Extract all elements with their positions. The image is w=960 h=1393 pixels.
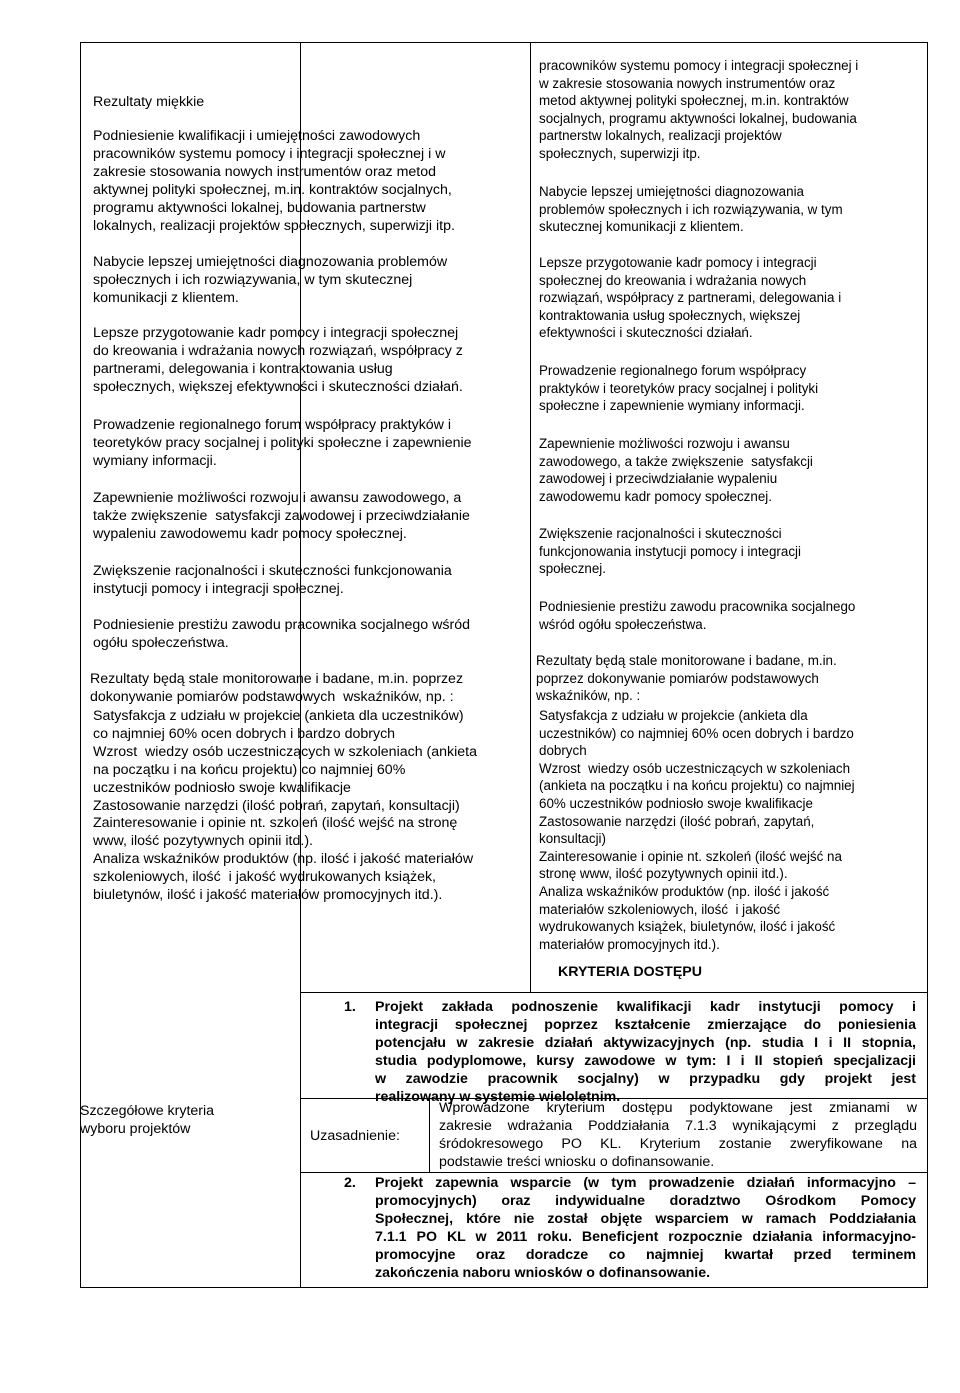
text-line: wypaleniu zawodowemu kadr pomocy społecznej.: [93, 525, 407, 542]
text-line: promocyjne oraz doradcze co najmniej kwartał przed terminem: [375, 1246, 916, 1263]
text-line: socjalnych, programu aktywności lokalnej, budowania: [539, 110, 857, 126]
text-line: zakresie stosowania nowych instrumentów oraz metod: [93, 163, 437, 180]
text-line: wyboru projektów: [80, 1120, 191, 1137]
text-line: Projekt zakłada podnoszenie kwalifikacji kadr instytucji pomocy i: [375, 999, 916, 1015]
text-line: w zakresie stosowania nowych instrumentów oraz: [539, 75, 836, 91]
text-line: Analiza wskaźników produktów (np. ilość i jakość materiałów: [93, 851, 474, 868]
text-line: wydrukowanych książek, biuletynów, ilość i jakość: [539, 919, 836, 935]
text-line: Podniesienie prestiżu zawodu pracownika socjalnego wśród: [93, 617, 470, 633]
text-line: Prowadzenie regionalnego forum współpracy praktyków i: [93, 417, 452, 433]
item2-number: 2.: [344, 1175, 356, 1191]
text-line: Zainteresowanie i opinie nt. szkoleń (ilość wejść na: [539, 848, 842, 864]
text-line: skutecznej komunikacji z klientem.: [539, 219, 744, 235]
text-line: studia podyplomowe, kursy zawodowe w tym: I i II stopień specjalizacji: [375, 1052, 916, 1069]
text-line: Zapewnienie możliwości rozwoju i awansu: [539, 436, 790, 451]
text-line: podstawie treści wniosku o dofinansowanie.: [439, 1153, 715, 1170]
text-line: pracowników systemu pomocy i integracji społecznej i w: [93, 145, 446, 162]
text-line: www, ilość pozytywnych opinii itd.).: [93, 833, 313, 850]
text-line: wymiany informacji.: [93, 452, 217, 469]
text-line: biuletynów, ilość i jakość materiałów promocyjnych itd.).: [93, 887, 443, 903]
text-line: uczestników) co najmniej 60% ocen dobrych i bardzo: [539, 725, 854, 741]
text-line: metod aktywnej polityki społecznej, m.in. kontraktów: [539, 93, 849, 109]
text-line: Rezultaty będą stale monitorowane i badane, m.in. poprzez: [90, 671, 464, 687]
text-line: aktywnej polityki społecznej, m.in. kontraktów socjalnych,: [93, 181, 452, 198]
text-line: komunikacji z klientem.: [93, 289, 239, 306]
text-line: śródokresowego PO KL. Kryterium zostanie zweryfikowane na: [439, 1135, 917, 1152]
text-line: na początku i na końcu projektu) co najmniej 60%: [93, 761, 406, 778]
text-line: Wzrost wiedzy osób uczestniczących w szkoleniach (ankieta: [93, 743, 478, 760]
text-line: społecznej do kreowania i wdrażania nowych: [539, 272, 807, 288]
text-line: szkoleniowych, ilość i jakość wydrukowanych książek,: [93, 869, 436, 886]
text-line: Zwiększenie racjonalności i skuteczności funkcjonowania: [93, 563, 452, 579]
text-line: zakończenia naboru wniosków o dofinansowanie.: [375, 1264, 711, 1281]
text-line: funkcjonowania instytucji pomocy i integracji: [539, 543, 801, 559]
text-line: co najmniej 60% ocen dobrych i bardzo dobrych: [93, 725, 396, 742]
text-line: zakresie wdrażania Poddziałania 7.1.3 wynikającymi z przeglądu: [439, 1117, 917, 1134]
text-line: Zastosowanie narzędzi (ilość pobrań, zapytań,: [539, 813, 815, 829]
text-line: Zwiększenie racjonalności i skuteczności: [539, 526, 782, 541]
text-line: kontraktowania usług społecznych, większej: [539, 307, 801, 323]
text-line: społecznych, większej efektywności i skuteczności działań.: [93, 378, 463, 395]
heading-rezultaty: Rezultaty miękkie: [93, 94, 205, 110]
left-col-divider: [530, 42, 531, 992]
text-line: Analiza wskaźników produktów (np. ilość i jakość: [539, 884, 830, 899]
text-line: potencjału w zakresie działań aktywizacyjnych (np. studia I i II stopnia,: [375, 1034, 916, 1051]
text-line: 60% uczestników podniosło swoje kwalifikacje: [539, 796, 813, 811]
text-line: Szczegółowe kryteria: [80, 1103, 215, 1119]
text-line: materiałów szkoleniowych, ilość i jakość: [539, 901, 781, 917]
text-line: uczestników podniosło swoje kwalifikacje: [93, 779, 351, 796]
text-line: stronę www, ilość pozytywnych opinii itd.).: [539, 866, 788, 882]
criteria-header-divider: [300, 992, 928, 993]
text-line: konsultacji): [539, 831, 606, 847]
text-line: do kreowania i wdrażania nowych rozwiązań, współpracy z: [93, 342, 463, 359]
text-line: zawodowego, a także zwiększenie satysfakcji: [539, 453, 813, 469]
text-line: materiałów promocyjnych itd.).: [539, 936, 720, 952]
text-line: także zwiększenie satysfakcji zawodowej i przeciwdziałanie: [93, 507, 470, 524]
text-line: Zastosowanie narzędzi (ilość pobrań, zapytań, konsultacji): [93, 797, 460, 814]
text-line: partnerstw lokalnych, realizacji projektów: [539, 128, 782, 144]
text-line: praktyków i teoretyków pracy socjalnej i polityki: [539, 380, 819, 396]
text-line: wśród ogółu społeczeństwa.: [539, 616, 707, 632]
text-line: Lepsze przygotowanie kadr pomocy i integracji: [539, 255, 817, 270]
text-line: 7.1.1 PO KL w 2011 roku. Beneficjent rozpocznie działania informacyjno-: [375, 1228, 916, 1245]
text-line: partnerami, delegowania i kontraktowania usług: [93, 360, 393, 377]
text-line: Wprowadzone kryterium dostępu podyktowane jest zmianami w: [439, 1100, 917, 1116]
text-line: Satysfakcja z udziału w projekcie (ankieta dla: [539, 708, 808, 723]
text-line: poprzez dokonywanie pomiarów podstawowych: [536, 670, 819, 686]
item1-number: 1.: [344, 999, 356, 1015]
text-line: społeczne i zapewnienie wymiany informacji.: [539, 398, 805, 414]
text-line: Rezultaty będą stale monitorowane i badane, m.in.: [536, 653, 837, 668]
text-line: promocyjnych) oraz indywidualne doradztwo Ośrodkom Pomocy: [375, 1192, 916, 1209]
text-line: Zapewnienie możliwości rozwoju i awansu zawodowego, a: [93, 490, 462, 506]
text-line: Projekt zapewnia wsparcie (w tym prowadzenie działań informacyjno –: [375, 1175, 916, 1191]
text-line: efektywności i skuteczności działań.: [539, 325, 753, 341]
text-line: Zainteresowanie i opinie nt. szkoleń (ilość wejść na stronę: [93, 815, 458, 832]
text-line: w zawodzie pracownik socjalny) w przypadku gdy projekt jest: [375, 1070, 916, 1087]
text-line: teoretyków pracy socjalnej i polityki społeczne i zapewnienie: [93, 434, 472, 451]
text-line: zawodowemu kadr pomocy społecznej.: [539, 488, 772, 504]
text-line: Społecznej, które nie został objęte wsparciem w ramach Poddziałania: [375, 1210, 916, 1227]
text-line: społecznych i ich rozwiązywania, w tym skutecznej: [93, 271, 413, 288]
text-line: Podniesienie prestiżu zawodu pracownika socjalnego: [539, 599, 856, 614]
text-line: Wzrost wiedzy osób uczestniczących w szkoleniach: [539, 760, 851, 776]
uzasadnienie-label: Uzasadnienie:: [310, 1128, 400, 1144]
text-line: zawodowej i przeciwdziałanie wypaleniu: [539, 471, 778, 487]
criteria-heading: KRYTERIA DOSTĘPU: [558, 964, 702, 980]
text-line: realizowany w systemie wieloletnim.: [375, 1088, 621, 1105]
text-line: Podniesienie kwalifikacji i umiejętności zawodowych: [93, 128, 421, 144]
text-line: Lepsze przygotowanie kadr pomocy i integracji społecznej: [93, 325, 459, 341]
text-line: problemów społecznych i ich rozwiązywania, w tym: [539, 201, 843, 217]
text-line: ogółu społeczeństwa.: [93, 634, 229, 651]
text-line: Prowadzenie regionalnego forum współpracy: [539, 363, 807, 378]
text-line: Nabycie lepszej umiejętności diagnozowania: [539, 184, 804, 199]
text-line: pracowników systemu pomocy i integracji społecznej i: [539, 58, 859, 73]
text-line: rozwiązań, współpracy z partnerami, delegowania i: [539, 290, 842, 306]
text-line: Satysfakcja z udziału w projekcie (ankieta dla uczestników): [93, 708, 464, 724]
text-line: dobrych: [539, 743, 587, 759]
uzasadnienie-divider: [429, 1098, 430, 1172]
uzasadnienie-bottom: [300, 1172, 928, 1173]
text-line: lokalnych, realizacji projektów społecznych, superwizji itp.: [93, 217, 455, 234]
text-line: wskaźników, np. :: [536, 688, 641, 704]
text-line: społecznych, superwizji itp.: [539, 146, 701, 161]
text-line: instytucji pomocy i integracji społecznej.: [93, 580, 344, 597]
text-line: programu aktywności lokalnej, budowania partnerstw: [93, 199, 426, 216]
text-line: integracji społecznej poprzez kształcenie zmierzające do poniesienia: [375, 1016, 916, 1033]
text-line: społecznej.: [539, 561, 606, 577]
text-line: Nabycie lepszej umiejętności diagnozowania problemów: [93, 254, 448, 270]
text-line: (ankieta na początku i na końcu projektu) co najmniej: [539, 778, 855, 794]
text-line: dokonywanie pomiarów podstawowych wskaźników, np. :: [90, 688, 454, 705]
